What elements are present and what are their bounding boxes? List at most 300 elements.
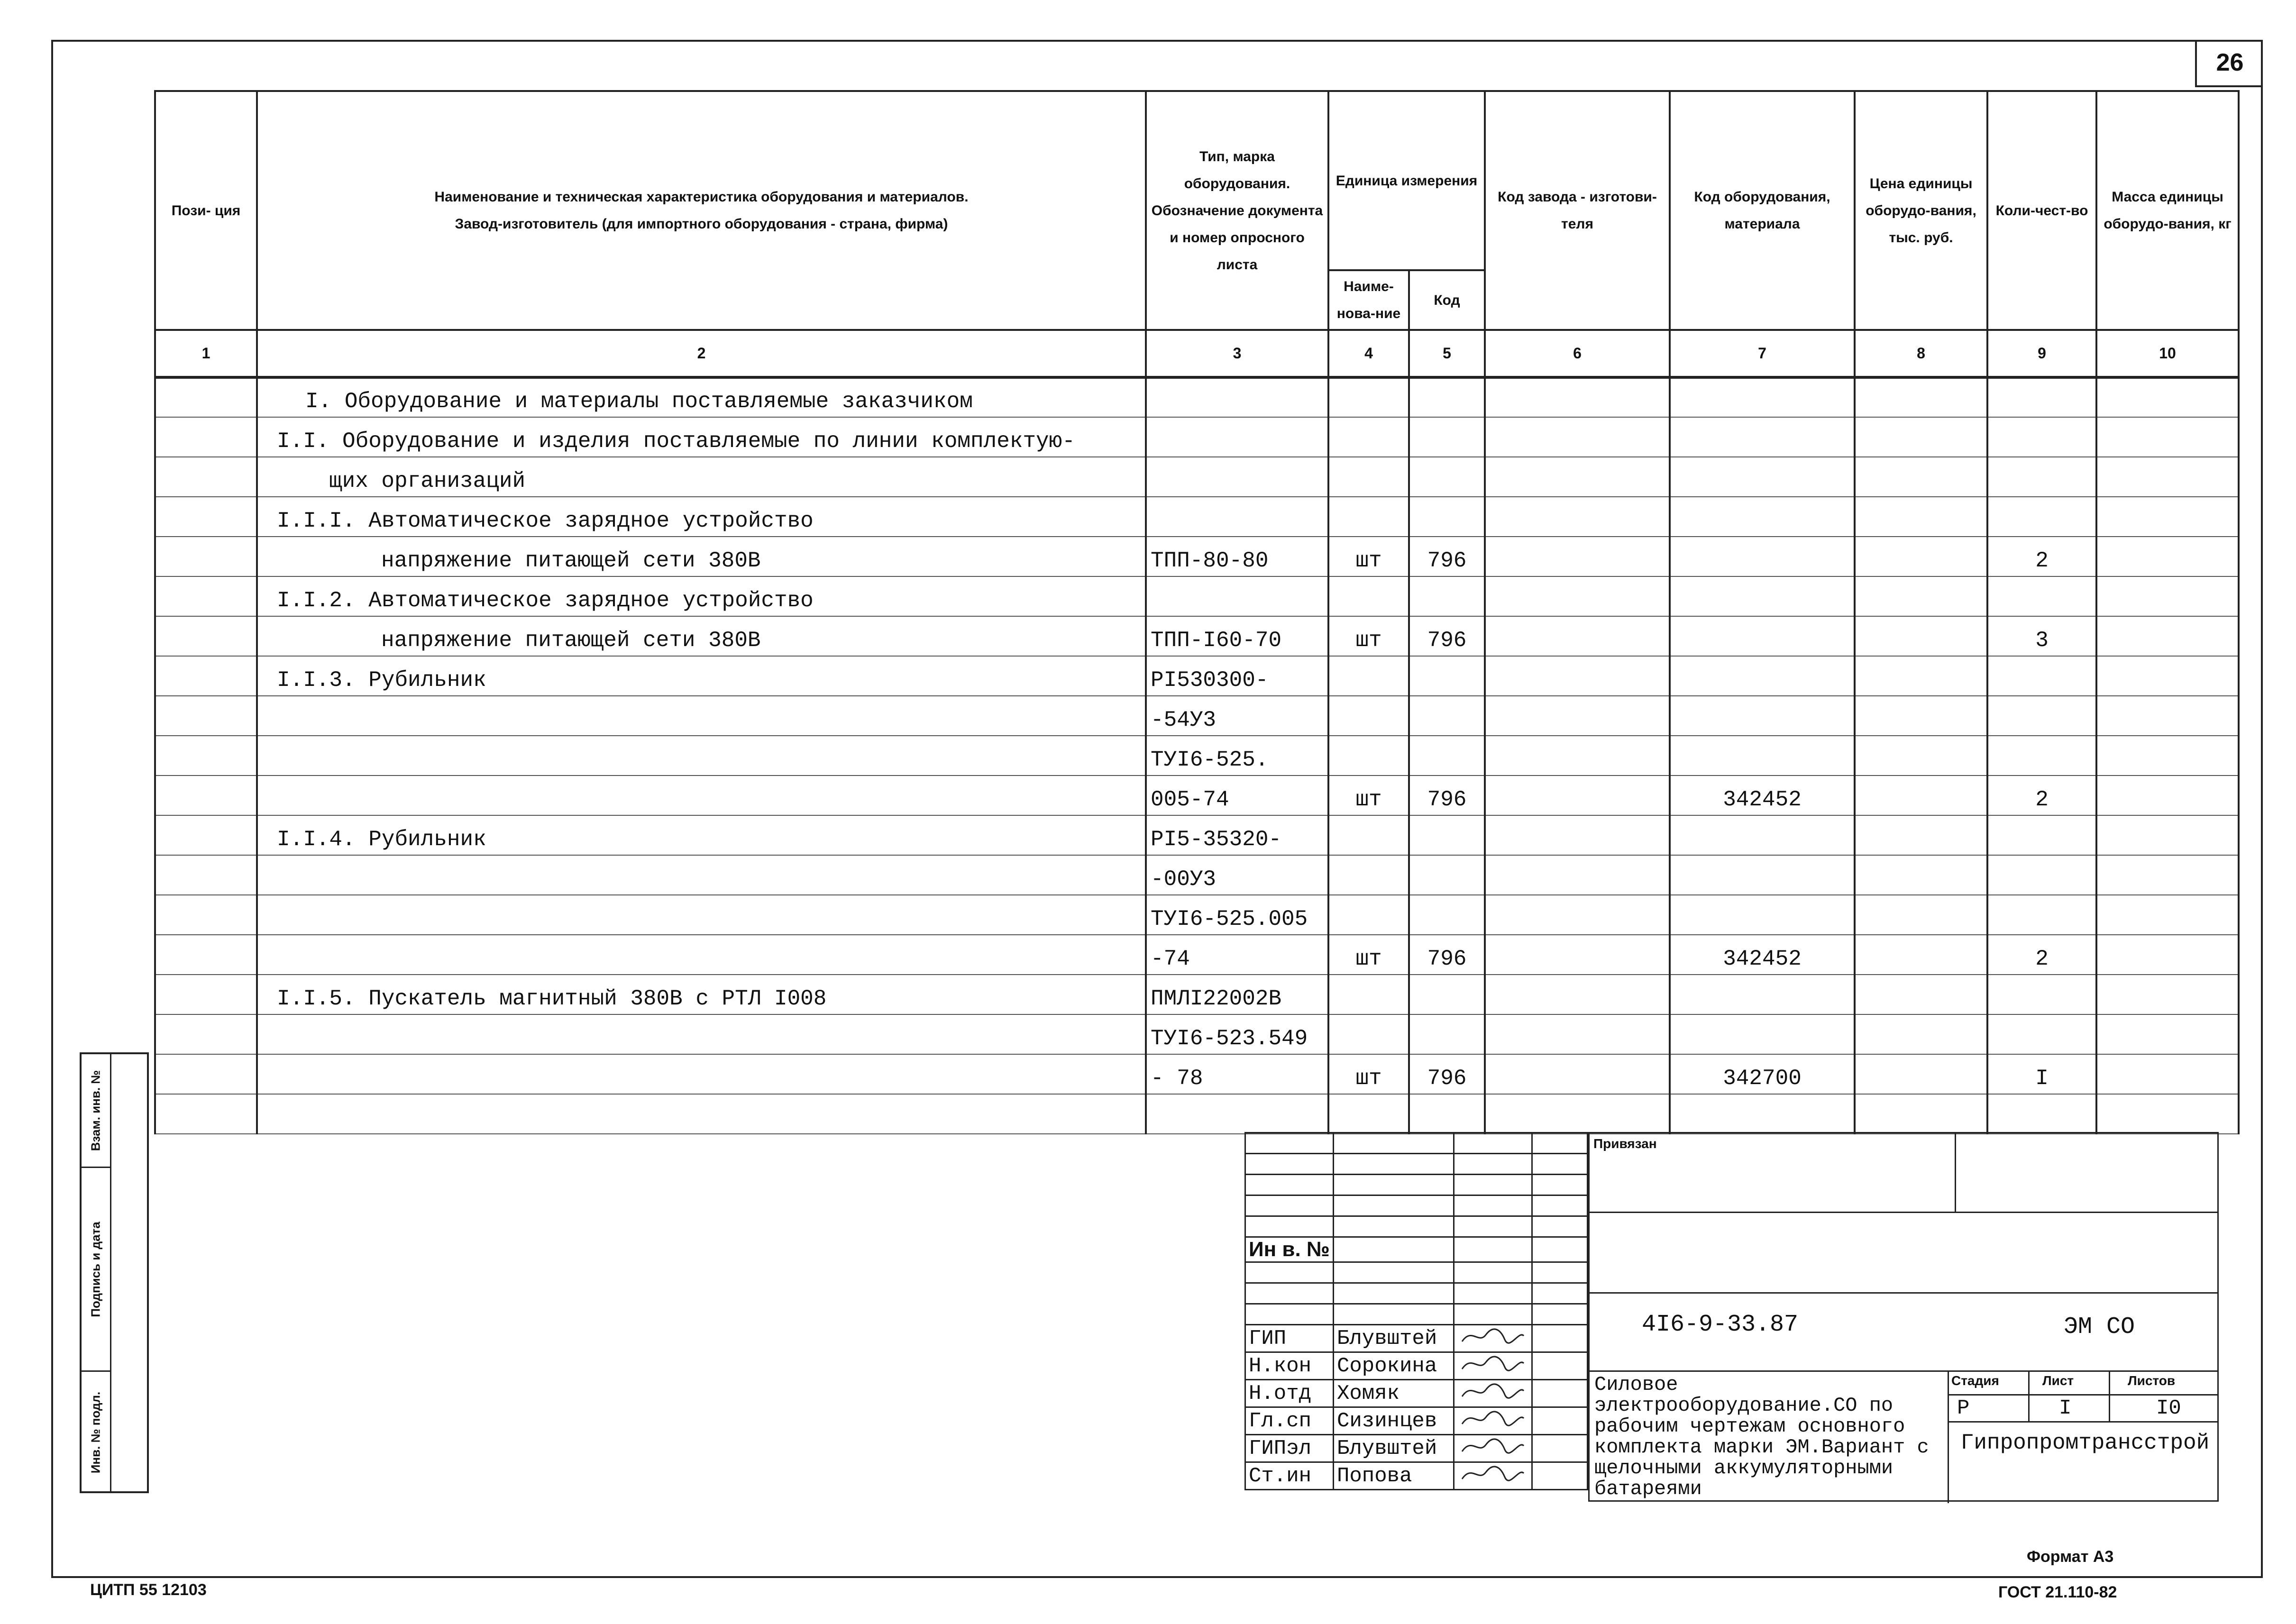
cell-type xyxy=(1146,417,1328,457)
cell-position xyxy=(155,377,257,417)
cell-position xyxy=(155,895,257,935)
cell-unit xyxy=(1328,815,1409,855)
signer-name: Блувштей xyxy=(1333,1435,1454,1462)
cell-position xyxy=(155,457,257,497)
cell-type xyxy=(1146,457,1328,497)
title-block-cell xyxy=(1333,1195,1454,1216)
specification-table xyxy=(154,90,2240,1134)
cell-name: напряжение питающей сети 380В xyxy=(257,537,1146,576)
cell-position xyxy=(155,497,257,537)
cell-name xyxy=(257,1094,1146,1134)
signer-name: Попова xyxy=(1333,1462,1454,1490)
table-row xyxy=(155,537,2239,576)
cell-factory-code xyxy=(1485,736,1670,776)
title-block-row xyxy=(1245,1435,1588,1462)
cell-mass xyxy=(2096,1014,2239,1054)
cell-price xyxy=(1855,537,1987,576)
cell-price xyxy=(1855,975,1987,1014)
table-row xyxy=(155,1054,2239,1094)
cell-material-code xyxy=(1670,457,1855,497)
cell-mass xyxy=(2096,815,2239,855)
cell-factory-code xyxy=(1485,537,1670,576)
signer-name: Сорокина xyxy=(1333,1352,1454,1380)
cell-material-code xyxy=(1670,895,1855,935)
side-stamp xyxy=(80,1052,149,1493)
signature-mark xyxy=(1454,1352,1532,1380)
column-number: 2 xyxy=(257,330,1146,377)
cell-unit-code xyxy=(1409,417,1485,457)
header-quantity: Коли-чест-во xyxy=(1987,91,2096,330)
cell-price xyxy=(1855,377,1987,417)
cell-type xyxy=(1146,576,1328,616)
cell-position xyxy=(155,776,257,815)
cell-name: I.I.2. Автоматическое зарядное устройство xyxy=(257,576,1146,616)
column-number: 1 xyxy=(155,330,257,377)
column-number: 6 xyxy=(1485,330,1670,377)
cell-quantity: 2 xyxy=(1987,776,2096,815)
cell-quantity xyxy=(1987,576,2096,616)
cell-material-code xyxy=(1670,855,1855,895)
title-block-cell xyxy=(1532,1462,1588,1490)
title-block-cell xyxy=(1532,1407,1588,1435)
cell-mass xyxy=(2096,776,2239,815)
cell-material-code xyxy=(1670,696,1855,736)
title-block-cell xyxy=(1532,1283,1588,1304)
side-label-replace: Взам. инв. № xyxy=(82,1054,110,1168)
cell-mass xyxy=(2096,1054,2239,1094)
cell-position xyxy=(155,855,257,895)
cell-mass xyxy=(2096,377,2239,417)
cell-type: ТУI6-525. xyxy=(1146,736,1328,776)
title-block-row xyxy=(1245,1283,1588,1304)
table-row xyxy=(155,815,2239,855)
signature-mark xyxy=(1454,1407,1532,1435)
title-block-main xyxy=(1588,1132,2219,1502)
cell-position xyxy=(155,696,257,736)
cell-type xyxy=(1146,377,1328,417)
cell-unit-code xyxy=(1409,497,1485,537)
column-number: 3 xyxy=(1146,330,1328,377)
title-block-cell xyxy=(1245,1133,1334,1154)
column-number-row xyxy=(155,330,2239,377)
table-row xyxy=(155,975,2239,1014)
sheet-label: Лист xyxy=(2042,1373,2074,1388)
title-block-cell xyxy=(1245,1195,1334,1216)
cell-name xyxy=(257,1014,1146,1054)
title-block-cell xyxy=(1245,1154,1334,1175)
cell-factory-code xyxy=(1485,656,1670,696)
cell-position xyxy=(155,1054,257,1094)
title-block-cell xyxy=(1245,1216,1334,1237)
organization-name: Гипропромтрансстрой xyxy=(1960,1431,2210,1455)
cell-unit-code xyxy=(1409,457,1485,497)
title-block-cell xyxy=(1454,1195,1532,1216)
cell-factory-code xyxy=(1485,935,1670,975)
title-block-cell xyxy=(1532,1216,1588,1237)
cell-name xyxy=(257,895,1146,935)
cell-type xyxy=(1146,497,1328,537)
title-block-cell xyxy=(1454,1237,1532,1262)
cell-type: -74 xyxy=(1146,935,1328,975)
title-block xyxy=(1244,1132,2221,1504)
side-label-signature: Подпись и дата xyxy=(82,1168,110,1372)
cell-unit xyxy=(1328,895,1409,935)
cell-unit: шт xyxy=(1328,935,1409,975)
cell-unit-code: 796 xyxy=(1409,776,1485,815)
cell-unit-code xyxy=(1409,815,1485,855)
cell-price xyxy=(1855,1014,1987,1054)
cell-name: щих организаций xyxy=(257,457,1146,497)
title-block-cell xyxy=(1245,1262,1334,1283)
cell-material-code xyxy=(1670,815,1855,855)
title-block-cell xyxy=(1333,1154,1454,1175)
cell-factory-code xyxy=(1485,616,1670,656)
cell-name xyxy=(257,696,1146,736)
cell-factory-code xyxy=(1485,895,1670,935)
cell-quantity xyxy=(1987,417,2096,457)
title-block-cell xyxy=(1454,1175,1532,1195)
column-number: 10 xyxy=(2096,330,2239,377)
title-block-cell xyxy=(1532,1237,1588,1262)
cell-mass xyxy=(2096,497,2239,537)
table-row xyxy=(155,776,2239,815)
cell-price xyxy=(1855,736,1987,776)
header-name-line2: Завод-изготовитель (для импортного оборудования - страна, фирма) xyxy=(455,216,948,232)
cell-unit-code xyxy=(1409,975,1485,1014)
table-row xyxy=(155,497,2239,537)
table-row xyxy=(155,457,2239,497)
cell-position xyxy=(155,537,257,576)
cell-position xyxy=(155,656,257,696)
table-row xyxy=(155,1014,2239,1054)
title-block-row xyxy=(1245,1304,1588,1325)
signer-name: Хомяк xyxy=(1333,1380,1454,1407)
signature-mark xyxy=(1454,1325,1532,1352)
signer-name: Блувштей xyxy=(1333,1325,1454,1352)
cell-quantity xyxy=(1987,497,2096,537)
header-name-line1: Наименование и техническая характеристика оборудования и материалов. xyxy=(434,189,969,205)
cell-factory-code xyxy=(1485,776,1670,815)
cell-factory-code xyxy=(1485,975,1670,1014)
cell-quantity: 2 xyxy=(1987,537,2096,576)
cell-type: PI530300- xyxy=(1146,656,1328,696)
cell-name xyxy=(257,736,1146,776)
header-material-code: Код оборудования, материала xyxy=(1670,91,1855,330)
cell-quantity xyxy=(1987,1094,2096,1134)
page-number: 26 xyxy=(2195,40,2263,87)
cell-price xyxy=(1855,696,1987,736)
cell-price xyxy=(1855,656,1987,696)
cell-unit-code: 796 xyxy=(1409,616,1485,656)
cell-type: ТПП-I60-70 xyxy=(1146,616,1328,656)
table-row xyxy=(155,895,2239,935)
cell-unit: шт xyxy=(1328,776,1409,815)
cell-position xyxy=(155,935,257,975)
title-block-cell xyxy=(1532,1325,1588,1352)
cell-quantity xyxy=(1987,377,2096,417)
cell-mass xyxy=(2096,537,2239,576)
cell-type: ТПП-80-80 xyxy=(1146,537,1328,576)
cell-quantity: 3 xyxy=(1987,616,2096,656)
cell-unit-code xyxy=(1409,736,1485,776)
title-block-cell xyxy=(1333,1262,1454,1283)
cell-mass xyxy=(2096,1094,2239,1134)
footer-code: ЦИТП 55 12103 xyxy=(90,1581,207,1599)
cell-type xyxy=(1146,1094,1328,1134)
table-row xyxy=(155,377,2239,417)
cell-factory-code xyxy=(1485,815,1670,855)
signature-mark xyxy=(1454,1435,1532,1462)
cell-material-code xyxy=(1670,736,1855,776)
cell-quantity xyxy=(1987,457,2096,497)
cell-unit xyxy=(1328,417,1409,457)
cell-price xyxy=(1855,895,1987,935)
cell-type: -00У3 xyxy=(1146,855,1328,895)
header-price: Цена единицы оборудо-вания, тыс. руб. xyxy=(1855,91,1987,330)
header-type: Тип, марка оборудования. Обозначение документа и номер опросного листа xyxy=(1146,91,1328,330)
title-block-cell xyxy=(1454,1304,1532,1325)
table-row xyxy=(155,696,2239,736)
cell-material-code xyxy=(1670,576,1855,616)
header-unit-name: Наиме-нова-ние xyxy=(1328,270,1409,330)
cell-unit-code xyxy=(1409,656,1485,696)
cell-type: -54У3 xyxy=(1146,696,1328,736)
cell-type: - 78 xyxy=(1146,1054,1328,1094)
cell-position xyxy=(155,736,257,776)
table-row xyxy=(155,656,2239,696)
footer-gost: ГОСТ 21.110-82 xyxy=(1998,1583,2117,1601)
cell-position xyxy=(155,975,257,1014)
cell-mass xyxy=(2096,975,2239,1014)
signer-name: Сизинцев xyxy=(1333,1407,1454,1435)
title-block-cell xyxy=(1532,1195,1588,1216)
cell-factory-code xyxy=(1485,855,1670,895)
cell-quantity xyxy=(1987,1014,2096,1054)
cell-unit xyxy=(1328,377,1409,417)
cell-unit xyxy=(1328,855,1409,895)
cell-quantity xyxy=(1987,895,2096,935)
cell-material-code xyxy=(1670,377,1855,417)
document-mark: ЭМ СО xyxy=(2064,1314,2135,1341)
cell-price xyxy=(1855,576,1987,616)
cell-unit-code: 796 xyxy=(1409,1054,1485,1094)
title-block-row xyxy=(1245,1133,1588,1154)
title-block-cell xyxy=(1333,1283,1454,1304)
cell-name: I.I.4. Рубильник xyxy=(257,815,1146,855)
cell-position xyxy=(155,576,257,616)
cell-unit: шт xyxy=(1328,1054,1409,1094)
title-block-cell xyxy=(1532,1175,1588,1195)
signer-role: ГИПэл xyxy=(1245,1435,1334,1462)
title-block-cell xyxy=(1454,1154,1532,1175)
cell-material-code xyxy=(1670,656,1855,696)
cell-name xyxy=(257,776,1146,815)
cell-price xyxy=(1855,1094,1987,1134)
cell-quantity xyxy=(1987,656,2096,696)
cell-price xyxy=(1855,417,1987,457)
cell-position xyxy=(155,1014,257,1054)
title-block-cell xyxy=(1245,1304,1334,1325)
title-block-cell xyxy=(1454,1283,1532,1304)
document-description: Силовое электрооборудование.СО по рабочим чертежам основного комплекта марки ЭМ.Вариант с щелочными аккумуляторными батареями xyxy=(1594,1373,1929,1500)
title-block-signatures xyxy=(1244,1132,1588,1490)
cell-factory-code xyxy=(1485,377,1670,417)
cell-material-code xyxy=(1670,975,1855,1014)
cell-unit xyxy=(1328,457,1409,497)
title-block-row xyxy=(1245,1352,1588,1380)
signer-role: Н.отд xyxy=(1245,1380,1334,1407)
cell-type: ТУI6-523.549 xyxy=(1146,1014,1328,1054)
cell-material-code: 342452 xyxy=(1670,935,1855,975)
table-row xyxy=(155,417,2239,457)
cell-price xyxy=(1855,457,1987,497)
cell-quantity xyxy=(1987,815,2096,855)
cell-unit xyxy=(1328,975,1409,1014)
title-block-row xyxy=(1245,1237,1588,1262)
header-unit-code: Код xyxy=(1409,270,1485,330)
sheet-value: I xyxy=(2059,1396,2072,1420)
title-block-cell xyxy=(1333,1175,1454,1195)
title-block-row xyxy=(1245,1262,1588,1283)
sheets-label: Листов xyxy=(2128,1373,2176,1388)
cell-factory-code xyxy=(1485,1054,1670,1094)
title-block-row xyxy=(1245,1216,1588,1237)
cell-material-code xyxy=(1670,417,1855,457)
header-factory-code: Код завода - изготови-теля xyxy=(1485,91,1670,330)
cell-unit-code xyxy=(1409,1094,1485,1134)
cell-quantity xyxy=(1987,736,2096,776)
title-block-cell xyxy=(1532,1304,1588,1325)
cell-material-code xyxy=(1670,497,1855,537)
cell-mass xyxy=(2096,576,2239,616)
cell-name: напряжение питающей сети 380В xyxy=(257,616,1146,656)
title-block-cell xyxy=(1532,1133,1588,1154)
table-row xyxy=(155,736,2239,776)
cell-mass xyxy=(2096,736,2239,776)
cell-type: ПМЛI22002В xyxy=(1146,975,1328,1014)
cell-type: ТУI6-525.005 xyxy=(1146,895,1328,935)
cell-unit-code xyxy=(1409,377,1485,417)
side-label-inventory: Инв. № подл. xyxy=(88,1391,103,1474)
title-block-cell xyxy=(1333,1133,1454,1154)
cell-mass xyxy=(2096,935,2239,975)
cell-unit-code xyxy=(1409,855,1485,895)
title-block-row xyxy=(1245,1462,1588,1490)
cell-material-code: 342700 xyxy=(1670,1054,1855,1094)
cell-unit-code xyxy=(1409,1014,1485,1054)
signer-role: Н.кон xyxy=(1245,1352,1334,1380)
title-block-cell xyxy=(1532,1435,1588,1462)
cell-name: I.I.3. Рубильник xyxy=(257,656,1146,696)
cell-quantity: 2 xyxy=(1987,935,2096,975)
title-block-cell xyxy=(1532,1262,1588,1283)
cell-mass xyxy=(2096,696,2239,736)
table-row xyxy=(155,576,2239,616)
cell-mass xyxy=(2096,616,2239,656)
cell-type: 005-74 xyxy=(1146,776,1328,815)
header-name xyxy=(257,91,1146,330)
cell-type: PI5-35320- xyxy=(1146,815,1328,855)
cell-mass xyxy=(2096,895,2239,935)
cell-price xyxy=(1855,1054,1987,1094)
title-block-cell xyxy=(1245,1175,1334,1195)
title-block-cell xyxy=(1454,1133,1532,1154)
table-row xyxy=(155,1094,2239,1134)
cell-unit xyxy=(1328,1094,1409,1134)
cell-factory-code xyxy=(1485,576,1670,616)
header-position: Пози- ция xyxy=(155,91,257,330)
cell-unit: шт xyxy=(1328,616,1409,656)
signer-role: Гл.сп xyxy=(1245,1407,1334,1435)
column-number: 7 xyxy=(1670,330,1855,377)
cell-unit xyxy=(1328,736,1409,776)
signature-mark xyxy=(1454,1462,1532,1490)
cell-price xyxy=(1855,776,1987,815)
table-row xyxy=(155,855,2239,895)
cell-material-code xyxy=(1670,616,1855,656)
cell-unit xyxy=(1328,696,1409,736)
signer-role: Ст.ин xyxy=(1245,1462,1334,1490)
cell-unit xyxy=(1328,576,1409,616)
header-mass: Масса единицы оборудо-вания, кг xyxy=(2096,91,2239,330)
cell-factory-code xyxy=(1485,1094,1670,1134)
cell-mass xyxy=(2096,417,2239,457)
title-block-cell xyxy=(1333,1237,1454,1262)
cell-name: I.I.I. Автоматическое зарядное устройство xyxy=(257,497,1146,537)
cell-name xyxy=(257,935,1146,975)
title-block-row xyxy=(1245,1175,1588,1195)
title-block-cell xyxy=(1454,1216,1532,1237)
cell-name: I.I.5. Пускатель магнитный 380В с РТЛ I008 xyxy=(257,975,1146,1014)
cell-name xyxy=(257,855,1146,895)
sheets-value: I0 xyxy=(2156,1396,2181,1420)
title-block-cell xyxy=(1454,1262,1532,1283)
cell-material-code xyxy=(1670,1014,1855,1054)
title-block-row xyxy=(1245,1195,1588,1216)
column-number: 9 xyxy=(1987,330,2096,377)
cell-unit xyxy=(1328,656,1409,696)
cell-factory-code xyxy=(1485,417,1670,457)
cell-name xyxy=(257,1054,1146,1094)
table-row xyxy=(155,935,2239,975)
title-block-cell xyxy=(1532,1352,1588,1380)
table-row xyxy=(155,616,2239,656)
cell-unit-code: 796 xyxy=(1409,537,1485,576)
cell-position xyxy=(155,616,257,656)
privyazan-label: Привязан xyxy=(1593,1136,1657,1151)
column-number: 4 xyxy=(1328,330,1409,377)
title-block-cell xyxy=(1333,1216,1454,1237)
title-block-row xyxy=(1245,1154,1588,1175)
cell-position xyxy=(155,1094,257,1134)
cell-material-code xyxy=(1670,537,1855,576)
cell-name: I. Оборудование и материалы поставляемые заказчиком xyxy=(257,377,1146,417)
cell-price xyxy=(1855,855,1987,895)
cell-mass xyxy=(2096,457,2239,497)
stage-label: Стадия xyxy=(1951,1373,1999,1388)
cell-unit-code xyxy=(1409,696,1485,736)
cell-unit xyxy=(1328,1014,1409,1054)
title-block-cell xyxy=(1333,1304,1454,1325)
title-block-row xyxy=(1245,1325,1588,1352)
inventory-number-label: Ин в. № xyxy=(1245,1237,1334,1262)
cell-unit-code xyxy=(1409,895,1485,935)
cell-name: I.I. Оборудование и изделия поставляемые по линии комплектую- xyxy=(257,417,1146,457)
title-block-cell xyxy=(1532,1154,1588,1175)
cell-unit-code xyxy=(1409,576,1485,616)
cell-factory-code xyxy=(1485,457,1670,497)
cell-position xyxy=(155,815,257,855)
